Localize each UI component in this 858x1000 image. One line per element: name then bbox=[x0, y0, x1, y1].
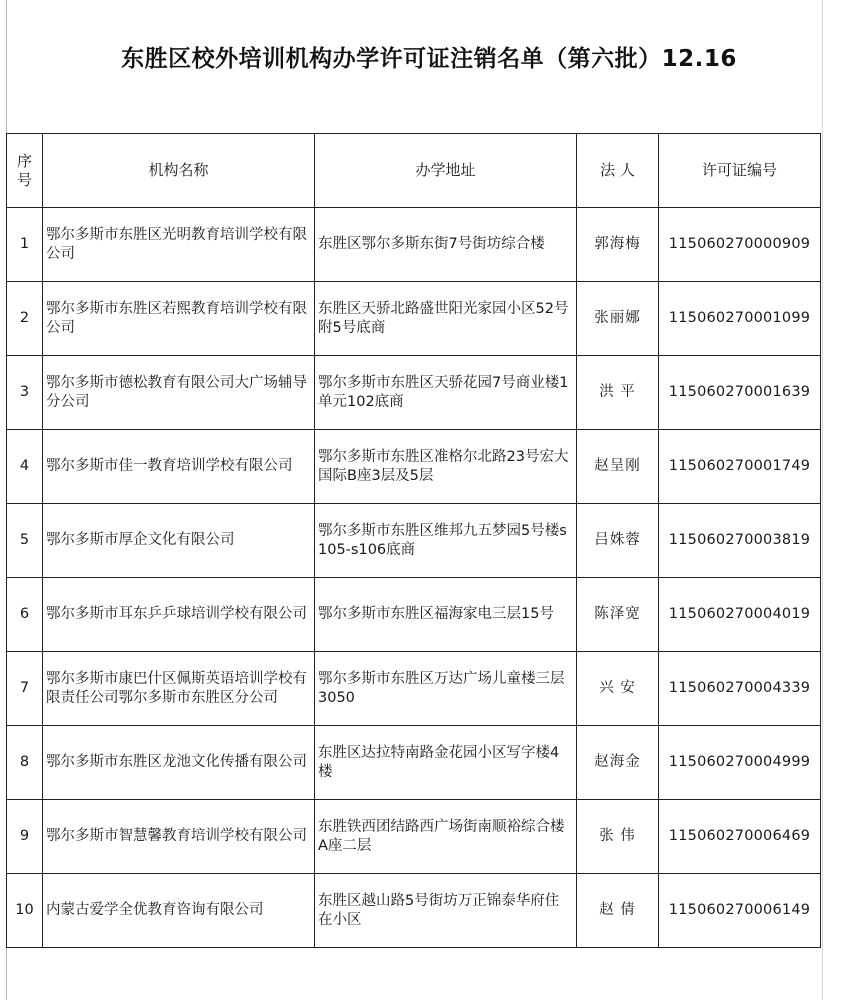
row-legal-person: 张 伟 bbox=[577, 800, 659, 874]
row-address: 鄂尔多斯市东胜区福海家电三层15号 bbox=[315, 578, 577, 652]
row-org-name: 鄂尔多斯市德松教育有限公司大广场辅导分公司 bbox=[43, 356, 315, 430]
table-header-row bbox=[7, 134, 821, 208]
row-org-name: 鄂尔多斯市东胜区若熙教育培训学校有限公司 bbox=[43, 282, 315, 356]
header-name: 机构名称 bbox=[43, 134, 315, 208]
row-seq: 10 bbox=[7, 874, 43, 948]
row-seq: 1 bbox=[7, 208, 43, 282]
row-org-name: 鄂尔多斯市智慧馨教育培训学校有限公司 bbox=[43, 800, 315, 874]
header-license: 许可证编号 bbox=[659, 134, 821, 208]
table-row bbox=[7, 874, 821, 948]
header-address: 办学地址 bbox=[315, 134, 577, 208]
page-edge-right bbox=[822, 0, 823, 1000]
table-row bbox=[7, 726, 821, 800]
row-org-name: 鄂尔多斯市东胜区龙池文化传播有限公司 bbox=[43, 726, 315, 800]
row-legal-person: 赵海金 bbox=[577, 726, 659, 800]
row-address: 鄂尔多斯市东胜区万达广场儿童楼三层3050 bbox=[315, 652, 577, 726]
row-address: 东胜铁西团结路西广场街南顺裕综合楼A座二层 bbox=[315, 800, 577, 874]
row-legal-person: 赵呈刚 bbox=[577, 430, 659, 504]
row-license-number: 115060270000909 bbox=[659, 208, 821, 282]
header-seq: 序号 bbox=[7, 134, 43, 208]
row-legal-person: 陈泽宽 bbox=[577, 578, 659, 652]
row-license-number: 115060270004999 bbox=[659, 726, 821, 800]
row-seq: 7 bbox=[7, 652, 43, 726]
document-title: 东胜区校外培训机构办学许可证注销名单（第六批）12.16 bbox=[121, 46, 737, 72]
row-legal-person: 兴 安 bbox=[577, 652, 659, 726]
cancellation-table bbox=[6, 133, 821, 948]
row-org-name: 内蒙古爱学全优教育咨询有限公司 bbox=[43, 874, 315, 948]
row-seq: 8 bbox=[7, 726, 43, 800]
row-legal-person: 洪 平 bbox=[577, 356, 659, 430]
table-row bbox=[7, 800, 821, 874]
row-address: 鄂尔多斯市东胜区维邦九五梦园5号楼s105-s106底商 bbox=[315, 504, 577, 578]
row-org-name: 鄂尔多斯市康巴什区佩斯英语培训学校有限责任公司鄂尔多斯市东胜区分公司 bbox=[43, 652, 315, 726]
header-person: 法 人 bbox=[577, 134, 659, 208]
row-seq: 6 bbox=[7, 578, 43, 652]
row-seq: 4 bbox=[7, 430, 43, 504]
table-row bbox=[7, 652, 821, 726]
row-org-name: 鄂尔多斯市佳一教育培训学校有限公司 bbox=[43, 430, 315, 504]
row-legal-person: 张丽娜 bbox=[577, 282, 659, 356]
row-license-number: 115060270004019 bbox=[659, 578, 821, 652]
table-row bbox=[7, 504, 821, 578]
row-address: 东胜区鄂尔多斯东街7号街坊综合楼 bbox=[315, 208, 577, 282]
table-row bbox=[7, 356, 821, 430]
row-license-number: 115060270001099 bbox=[659, 282, 821, 356]
row-org-name: 鄂尔多斯市东胜区光明教育培训学校有限公司 bbox=[43, 208, 315, 282]
row-legal-person: 郭海梅 bbox=[577, 208, 659, 282]
table-row bbox=[7, 578, 821, 652]
row-legal-person: 赵 倩 bbox=[577, 874, 659, 948]
row-address: 鄂尔多斯市东胜区准格尔北路23号宏大国际B座3层及5层 bbox=[315, 430, 577, 504]
row-license-number: 115060270001749 bbox=[659, 430, 821, 504]
row-license-number: 115060270001639 bbox=[659, 356, 821, 430]
row-license-number: 115060270003819 bbox=[659, 504, 821, 578]
row-legal-person: 吕姝蓉 bbox=[577, 504, 659, 578]
table-row bbox=[7, 282, 821, 356]
row-seq: 5 bbox=[7, 504, 43, 578]
row-address: 鄂尔多斯市东胜区天骄花园7号商业楼1单元102底商 bbox=[315, 356, 577, 430]
row-license-number: 115060270006149 bbox=[659, 874, 821, 948]
row-address: 东胜区达拉特南路金花园小区写字楼4楼 bbox=[315, 726, 577, 800]
table-row bbox=[7, 208, 821, 282]
row-address: 东胜区天骄北路盛世阳光家园小区52号附5号底商 bbox=[315, 282, 577, 356]
row-seq: 2 bbox=[7, 282, 43, 356]
row-license-number: 115060270006469 bbox=[659, 800, 821, 874]
row-org-name: 鄂尔多斯市厚企文化有限公司 bbox=[43, 504, 315, 578]
row-address: 东胜区越山路5号街坊万正锦泰华府住在小区 bbox=[315, 874, 577, 948]
row-org-name: 鄂尔多斯市耳东乒乒球培训学校有限公司 bbox=[43, 578, 315, 652]
row-seq: 3 bbox=[7, 356, 43, 430]
row-license-number: 115060270004339 bbox=[659, 652, 821, 726]
table-row bbox=[7, 430, 821, 504]
row-seq: 9 bbox=[7, 800, 43, 874]
